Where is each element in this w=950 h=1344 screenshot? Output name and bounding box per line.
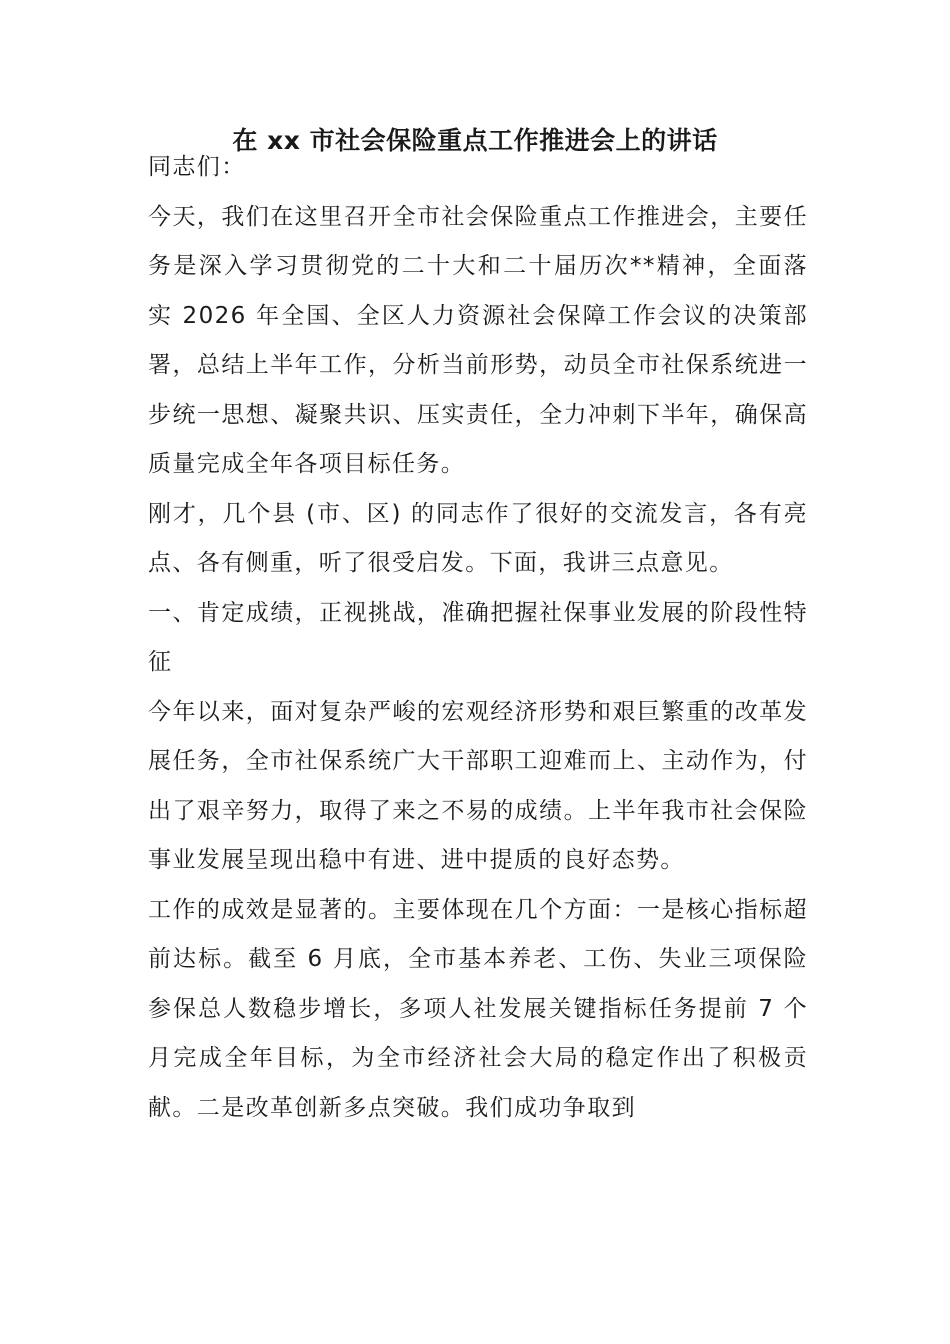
section-heading-1: 一、肯定成绩，正视挑战，准确把握社保事业发展的阶段性特征 [148, 599, 808, 675]
paragraph-section-1-achievements: 工作的成效是显著的。主要体现在几个方面：一是核心指标超前达标。截至 6 月底，全市基本养老、工伤、失业三项保险参保总人数稳步增长，多项人社发展关键指标任务提前 7 个月完成全年目标，为全市经济社会大局的稳定作出了积极贡献。二是改革创新多点突破。我们成功争取到 [148, 896, 808, 1121]
document-title: 在 xx 市社会保险重点工作推进会上的讲话 [232, 126, 718, 155]
document-body [148, 143, 808, 1133]
paragraph-transition: 刚才，几个县 (市、区) 的同志作了很好的交流发言，各有亮点、各有侧重，听了很受启发。下面，我讲三点意见。 [148, 500, 808, 576]
paragraph-section-1-intro: 今年以来，面对复杂严峻的宏观经济形势和艰巨繁重的改革发展任务，全市社保系统广大干部职工迎难而上、主动作为，付出了艰辛努力，取得了来之不易的成绩。上半年我市社会保险事业发展呈现出稳中有进、进中提质的良好态势。 [148, 698, 808, 873]
salutation: 同志们： [148, 154, 246, 180]
paragraph-opening: 今天，我们在这里召开全市社会保险重点工作推进会，主要任务是深入学习贯彻党的二十大和二十届历次**精神，全面落实 2026 年全国、全区人力资源社会保障工作会议的决策部署，总结上半年工作，分析当前形势，动员全市社保系统进一步统一思想、凝聚共识、压实责任，全力冲刺下半年，确保高质量完成全年各项目标任务。 [148, 203, 808, 477]
